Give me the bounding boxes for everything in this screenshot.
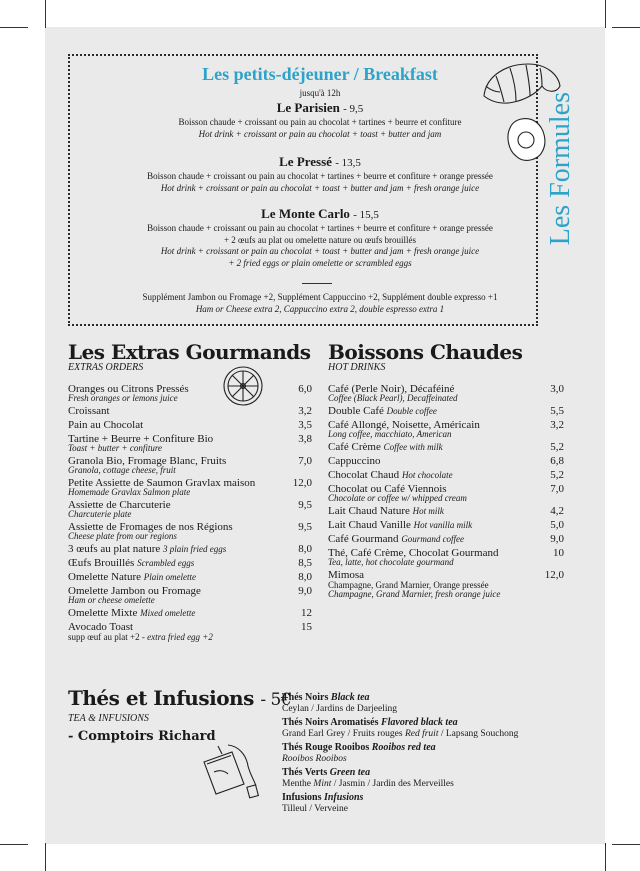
list-item: Cappuccino 6,8 (328, 455, 564, 467)
list-item: Café Crème Coffee with milk 5,2 (328, 441, 564, 453)
hot-drinks-subtitle: HOT DRINKS (328, 362, 386, 373)
divider (302, 283, 332, 284)
teas-title: Thés et Infusions - 5€ (68, 686, 292, 710)
list-item: Oranges ou Citrons Pressés Fresh oranges or lemons juice 6,0 (68, 383, 312, 403)
list-item: Lait Chaud Nature Hot milk 4,2 (328, 505, 564, 517)
list-item: Avocado Toast 15 supp œuf au plat +2 - extra fried egg +2 (68, 621, 312, 642)
list-item: Thés Rouge Rooibos Rooibos red tea Rooibos Rooibos (282, 742, 436, 764)
list-item: Assiette de Charcuterie Charcuterie plate 9,5 (68, 499, 312, 519)
formula-presse: Le Pressé - 13,5 Boisson chaude + croissant ou pain au chocolat + tartines + beurre et confiture + orange pressée Hot drink + croissant or pain au chocolat + toast + butter and jam + fresh orange juice (147, 154, 493, 193)
teas-subtitle: TEA & INFUSIONS (68, 713, 149, 724)
list-item: Petite Assiette de Saumon Gravlax maison Homemade Gravlax Salmon plate 12,0 (68, 477, 312, 497)
crop-mark (612, 27, 640, 28)
list-item: Thé, Café Crème, Chocolat Gourmand Tea, latte, hot chocolate gourmand 10 (328, 547, 564, 567)
list-item: Lait Chaud Vanille Hot vanilla milk 5,0 (328, 519, 564, 531)
crop-mark (605, 843, 606, 871)
crop-mark (612, 844, 640, 845)
list-item: Omelette Jambon ou Fromage Ham or cheese omelette 9,0 (68, 585, 312, 605)
formula-monte-carlo: Le Monte Carlo - 15,5 Boisson chaude + croissant ou pain au chocolat + tartines + beurre et confiture + orange pressée + 2 œufs au plat ou omelette nature ou œufs brouillés Hot drink + croissant or pain au chocolat + toast + butter and jam + fresh orange juice + 2 fried eggs or plain omelette or scrambled eggs (147, 206, 493, 268)
crop-mark (605, 0, 606, 28)
crop-mark (0, 844, 28, 845)
list-item: Granola Bio, Fromage Blanc, Fruits Granola, cottage cheese, fruit 7,0 (68, 455, 312, 475)
list-item: Thés Noirs Black tea Ceylan / Jardins de Darjeeling (282, 692, 398, 714)
list-item: Assiette de Fromages de nos Régions Cheese plate from our regions 9,5 (68, 521, 312, 541)
list-item: Œufs Brouillés Scrambled eggs 8,5 (68, 557, 312, 569)
breakfast-title: Les petits-déjeuner / Breakfast (202, 64, 438, 84)
breakfast-hours: jusqu'à 12h (299, 88, 341, 98)
crop-mark (45, 843, 46, 871)
list-item: Café (Perle Noir), Décaféiné Coffee (Black Pearl), Decaffeinated 3,0 (328, 383, 564, 403)
extras-title: Les Extras Gourmands (68, 340, 311, 364)
list-item: Chocolat ou Café Viennois Chocolate or coffee w/ whipped cream 7,0 (328, 483, 564, 503)
list-item: Tartine + Beurre + Confiture Bio Toast + butter + confiture 3,8 (68, 433, 312, 453)
list-item: Omelette Mixte Mixed omelette 12 (68, 607, 312, 619)
tea-bag-icon (198, 744, 260, 800)
formules-vertical-label: Les Formules (545, 92, 576, 246)
list-item: Infusions Infusions Tilleul / Verveine (282, 792, 364, 814)
list-item: Pain au Chocolat 3,5 (68, 419, 312, 431)
fried-egg-icon (504, 114, 548, 166)
list-item: Double Café Double coffee 5,5 (328, 405, 564, 417)
hot-drinks-list (328, 383, 564, 599)
crop-mark (45, 0, 46, 28)
hot-drinks-title: Boissons Chaudes (328, 340, 523, 364)
list-item: Thés Verts Green tea Menthe Mint / Jasmin / Jardin des Merveilles (282, 767, 454, 789)
list-item: Café Allongé, Noisette, Américain Long coffee, macchiato, American 3,2 (328, 419, 564, 439)
list-item: Thés Noirs Aromatisés Flavored black tea Grand Earl Grey / Fruits rouges Red fruit / Lapsang Souchong (282, 717, 519, 739)
list-item: Mimosa 12,0 Champagne, Grand Marnier, Orange pressée Champagne, Grand Marnier, fresh orange juice (328, 569, 564, 599)
teas-list (282, 692, 572, 817)
formula-parisien: Le Parisien - 9,5 Boisson chaude + croissant ou pain au chocolat + tartines + beurre et confiture Hot drink + croissant or pain au chocolat + toast + butter and jam (178, 100, 462, 139)
extras-subtitle: EXTRAS ORDERS (68, 362, 144, 373)
breakfast-supplements: Supplément Jambon ou Fromage +2, Supplément Cappuccino +2, Supplément double expresso +1 Ham or Cheese extra 2, Cappuccino extra 2, double espresso extra 1 (142, 292, 498, 314)
crop-mark (0, 27, 28, 28)
list-item: 3 œufs au plat nature 3 plain fried eggs 8,0 (68, 543, 312, 555)
list-item: Croissant 3,2 (68, 405, 312, 417)
list-item: Chocolat Chaud Hot chocolate 5,2 (328, 469, 564, 481)
list-item: Omelette Nature Plain omelette 8,0 (68, 571, 312, 583)
extras-list (68, 383, 312, 642)
teas-brand: - Comptoirs Richard (68, 729, 216, 744)
list-item: Café Gourmand Gourmand coffee 9,0 (328, 533, 564, 545)
